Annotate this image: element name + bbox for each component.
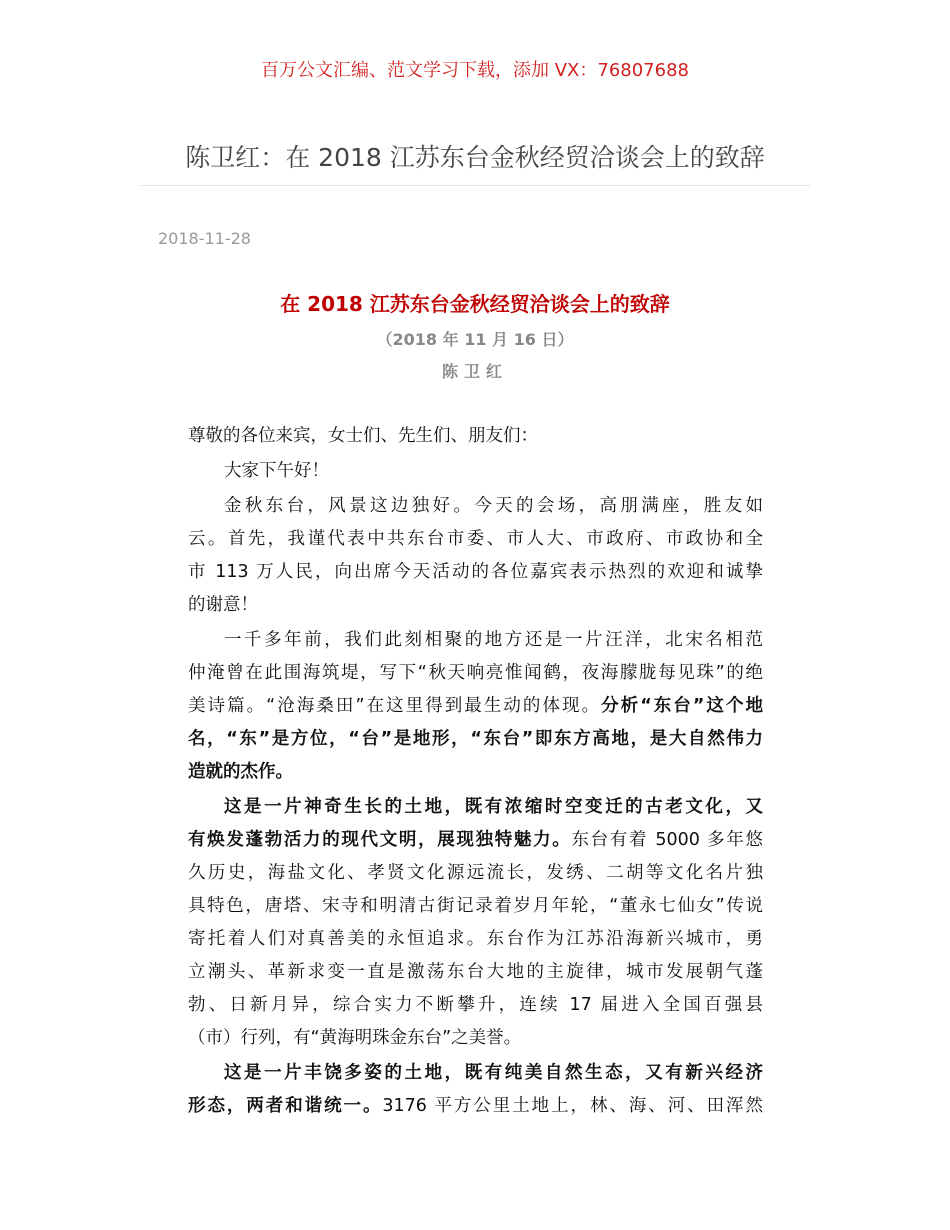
document-author: 陈卫红 [441,362,508,381]
bold-text: 名，“东”是方位，“台”是地形，“东台”即东方高地，是大自然伟力 [188,729,763,749]
text-line [188,657,763,690]
bold-text: 形态，两者和谐统一。 [188,1096,383,1116]
text-line [188,490,763,523]
text: 大家下午好！ [224,461,329,481]
text-line [188,756,763,789]
text: 仲淹曾在此围海筑堤，写下“秋天响亮惟闻鹤，夜海朦胧每见珠”的绝 [188,663,763,683]
text-line [188,420,763,453]
bold-text: 造就的杰作。 [188,762,293,782]
text: 立潮头、革新求变一直是激荡东台大地的主旋律，城市发展朝气蓬 [188,962,763,982]
text: 久历史，海盐文化、孝贤文化源远流长，发绣、二胡等文化名片独 [188,863,763,883]
text: 寄托着人们对真善美的永恒追求。东台作为江苏沿海新兴城市，勇 [188,929,763,949]
text-line [188,989,763,1022]
text: 勃、日新月异，综合实力不断攀升，连续 17 届进入全国百强县 [188,995,763,1015]
publish-date: 2018-11-28 [158,229,251,248]
paragraph [188,791,763,1055]
text-line [188,956,763,989]
text-line [188,791,763,824]
text-line [188,890,763,923]
text: 美诗篇。“沧海桑田”在这里得到最生动的体现。 [188,696,602,716]
document-title: 在 2018 江苏东台金秋经贸洽谈会上的致辞 [280,292,670,316]
text-line [188,690,763,723]
text-line [188,589,763,622]
text: 东台有着 5000 多年悠 [571,830,763,850]
text-line [188,1090,763,1123]
text: 的谢意！ [188,595,258,615]
text: 一千多年前，我们此刻相聚的地方还是一片汪洋，北宋名相范 [224,630,763,650]
text-line [188,857,763,890]
text: （市）行列，有“黄海明珠金东台”之美誉。 [188,1028,522,1048]
text: 金秋东台，风景这边独好。今天的会场，高朋满座，胜友如 [224,496,763,516]
text-line [188,723,763,756]
bold-text: 分析“东台”这个地 [601,696,763,716]
text: 3176 平方公里土地上，林、海、河、田浑然 [382,1096,763,1116]
text: 市 113 万人民，向出席今天活动的各位嘉宾表示热烈的欢迎和诚挚 [188,562,763,582]
text: 尊敬的各位来宾，女士们、先生们、朋友们： [188,426,538,446]
bold-text: 这是一片丰饶多姿的土地，既有纯美自然生态，又有新兴经济 [224,1063,763,1083]
text-line [188,1022,763,1055]
paragraph [188,455,763,488]
text: 具特色，唐塔、宋寺和明清古街记录着岁月年轮，“董永七仙女”传说 [188,896,763,916]
document-body [188,420,763,1125]
text-line [188,923,763,956]
paragraph [188,624,763,789]
paragraph [188,420,763,453]
paragraph [188,1057,763,1123]
text-line [188,824,763,857]
promo-banner: 百万公文汇编、范文学习下载，添加 VX：76807688 [261,60,689,81]
text-line [188,624,763,657]
text-line [188,556,763,589]
text-line [188,1057,763,1090]
text: 云。首先，我谨代表中共东台市委、市人大、市政府、市政协和全 [188,529,763,549]
title-divider [140,185,810,186]
document-date: （2018 年 11 月 16 日） [376,330,574,349]
bold-text: 这是一片神奇生长的土地，既有浓缩时空变迁的古老文化，又 [224,797,763,817]
page-title: 陈卫红：在 2018 江苏东台金秋经贸洽谈会上的致辞 [185,143,765,172]
bold-text: 有焕发蓬勃活力的现代文明，展现独特魅力。 [188,830,572,850]
paragraph [188,490,763,622]
text-line [188,455,763,488]
text-line [188,523,763,556]
